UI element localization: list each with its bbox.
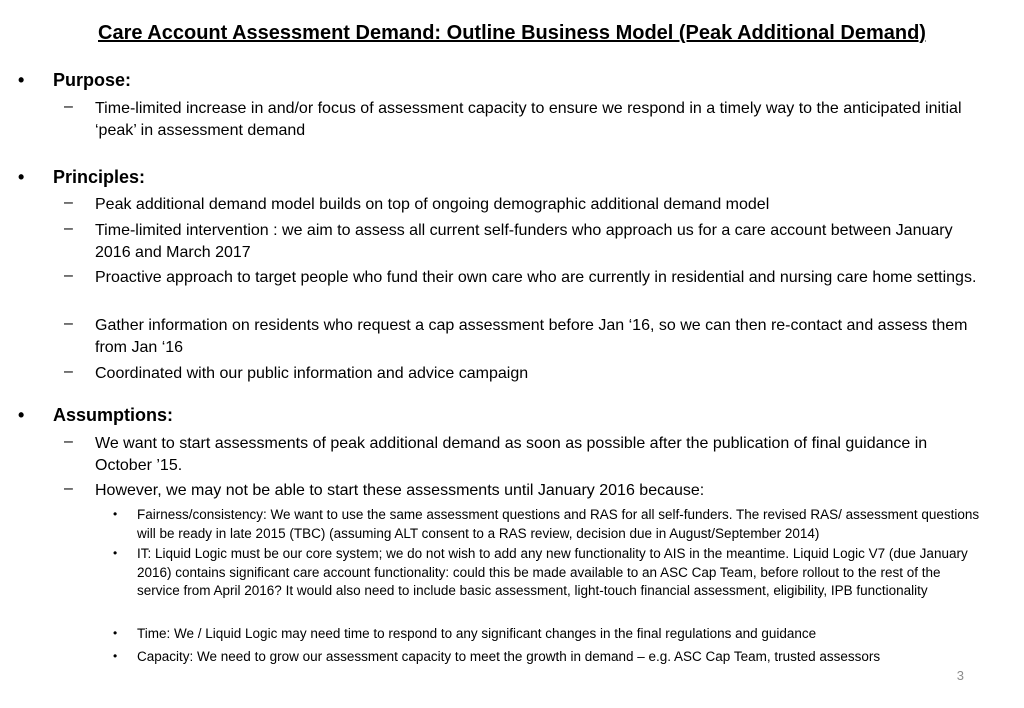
bullet-icon: • (18, 70, 25, 90)
list-item: – Time-limited increase in and/or focus of assessment capacity to ensure we respond in a timely way to the anticipated initial ‘peak’ in assessment demand (64, 98, 962, 139)
bullet-icon: • (113, 546, 118, 560)
page-number: 3 (956, 668, 964, 683)
sub-list-item: • Capacity: We need to grow our assessment capacity to meet the growth in demand – e.g. ASC Cap Team, trusted assessors (113, 649, 881, 664)
dash-icon: – (64, 315, 73, 332)
list-item: – Coordinated with our public information and advice campaign (64, 363, 529, 382)
sub-list-item: • IT: Liquid Logic must be our core system; we do not wish to add any new functionality to AIS in the meantime. Liquid Logic V7 (due January 2016) contains significant care account functionality: could this be made available to an ASC Cap Team, before rollout to the rest of the service from April 2016? It would also need to include basic assessment, light-touch financial assessment, eligibility, IPB functionality (113, 546, 968, 598)
dash-icon: – (64, 480, 73, 497)
bullet-icon: • (113, 507, 118, 521)
list-item: – Peak additional demand model builds on top of ongoing demographic additional demand model (64, 194, 770, 213)
bullet-icon: • (18, 167, 25, 187)
list-item: – However, we may not be able to start these assessments until January 2016 because: (64, 480, 705, 499)
dash-icon: – (64, 194, 73, 211)
list-item: – Time-limited intervention : we aim to assess all current self-funders who approach us for a care account between January 2016 and March 2017 (64, 220, 953, 261)
dash-icon: – (64, 220, 73, 237)
dash-icon: – (64, 267, 73, 284)
list-item: – Proactive approach to target people who fund their own care who are currently in residential and nursing care home settings. (64, 267, 977, 286)
sub-list-item: • Fairness/consistency: We want to use the same assessment questions and RAS for all self-funders. The revised RAS/ assessment questions will be ready in late 2015 (TBC) (assuming ALT consent to a RAS review, decision due in August/September 2014) (113, 507, 980, 541)
bullet-icon: • (113, 649, 118, 663)
bullet-icon: • (18, 405, 25, 425)
slide-title: Care Account Assessment Demand: Outline Business Model (Peak Additional Demand) (98, 22, 926, 44)
dash-icon: – (64, 363, 73, 380)
bullet-icon: • (113, 626, 118, 640)
sub-list-item: • Time: We / Liquid Logic may need time to respond to any significant changes in the final regulations and guidance (113, 626, 817, 641)
dash-icon: – (64, 433, 73, 450)
dash-icon: – (64, 98, 73, 115)
list-item: – Gather information on residents who request a cap assessment before Jan ‘16, so we can then re-contact and assess them from Jan ‘16 (64, 315, 968, 356)
list-item: – We want to start assessments of peak additional demand as soon as possible after the publication of final guidance in October ’15. (64, 433, 928, 474)
